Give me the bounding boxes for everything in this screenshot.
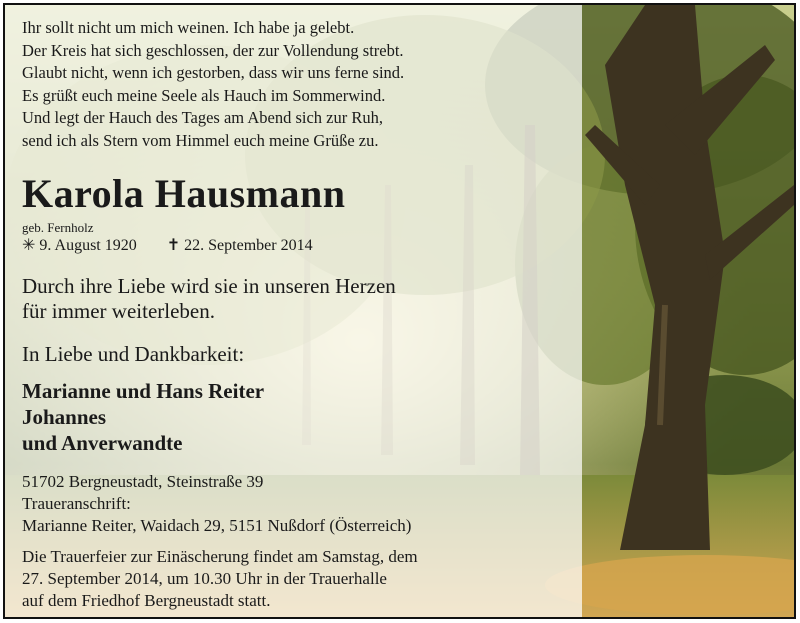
death-cross-icon: ✝: [166, 237, 181, 254]
mourner-line: und Anverwandte: [22, 431, 183, 455]
tribute-line: Durch ihre Liebe wird sie in unseren Herzen: [22, 274, 396, 298]
mourners-list: [22, 378, 264, 456]
poem-line: send ich als Stern vom Himmel euch meine Grüße zu.: [22, 130, 379, 150]
death-date: 22. September 2014: [184, 237, 313, 254]
poem-line: Glaubt nicht, wenn ich gestorben, dass wir uns ferne sind.: [22, 63, 405, 82]
poem-line: Ihr sollt nicht um mich weinen. Ich habe ja gelebt.: [22, 18, 355, 37]
thanks-line: In Liebe und Dankbarkeit:: [22, 342, 245, 366]
mourner-line: Marianne und Hans Reiter: [22, 379, 265, 403]
memorial-poem: [22, 17, 404, 152]
service-line: 27. September 2014, um 10.30 Uhr in der Trauerhalle: [22, 569, 387, 588]
poem-line: Es grüßt euch meine Seele als Hauch im Sommerwind.: [22, 85, 386, 105]
poem-line: Der Kreis hat sich geschlossen, der zur Vollendung strebt.: [22, 40, 404, 60]
funeral-service-notice: [22, 546, 418, 612]
obituary-frame: [3, 3, 796, 619]
deceased-name: Karola Hausmann: [22, 171, 346, 216]
address-line: Marianne Reiter, Waidach 29, 5151 Nußdorf (Österreich): [22, 516, 412, 535]
birth-star-icon: ✳: [22, 237, 36, 254]
service-line: Die Trauerfeier zur Einäscherung findet am Samstag, dem: [22, 547, 418, 566]
life-dates: [22, 236, 313, 256]
tribute-line: für immer weiterleben.: [22, 299, 215, 323]
tribute-text: [22, 274, 396, 324]
birth-name: geb. Fernholz: [22, 220, 94, 235]
service-line: auf dem Friedhof Bergneustadt statt.: [22, 591, 271, 610]
address-block: [22, 471, 411, 537]
address-line: Traueranschrift:: [22, 494, 131, 513]
address-line: 51702 Bergneustadt, Steinstraße 39: [22, 472, 264, 491]
mourner-line: Johannes: [22, 405, 107, 429]
poem-line: Und legt der Hauch des Tages am Abend sich zur Ruh,: [22, 108, 383, 127]
birth-date: 9. August 1920: [39, 237, 137, 254]
